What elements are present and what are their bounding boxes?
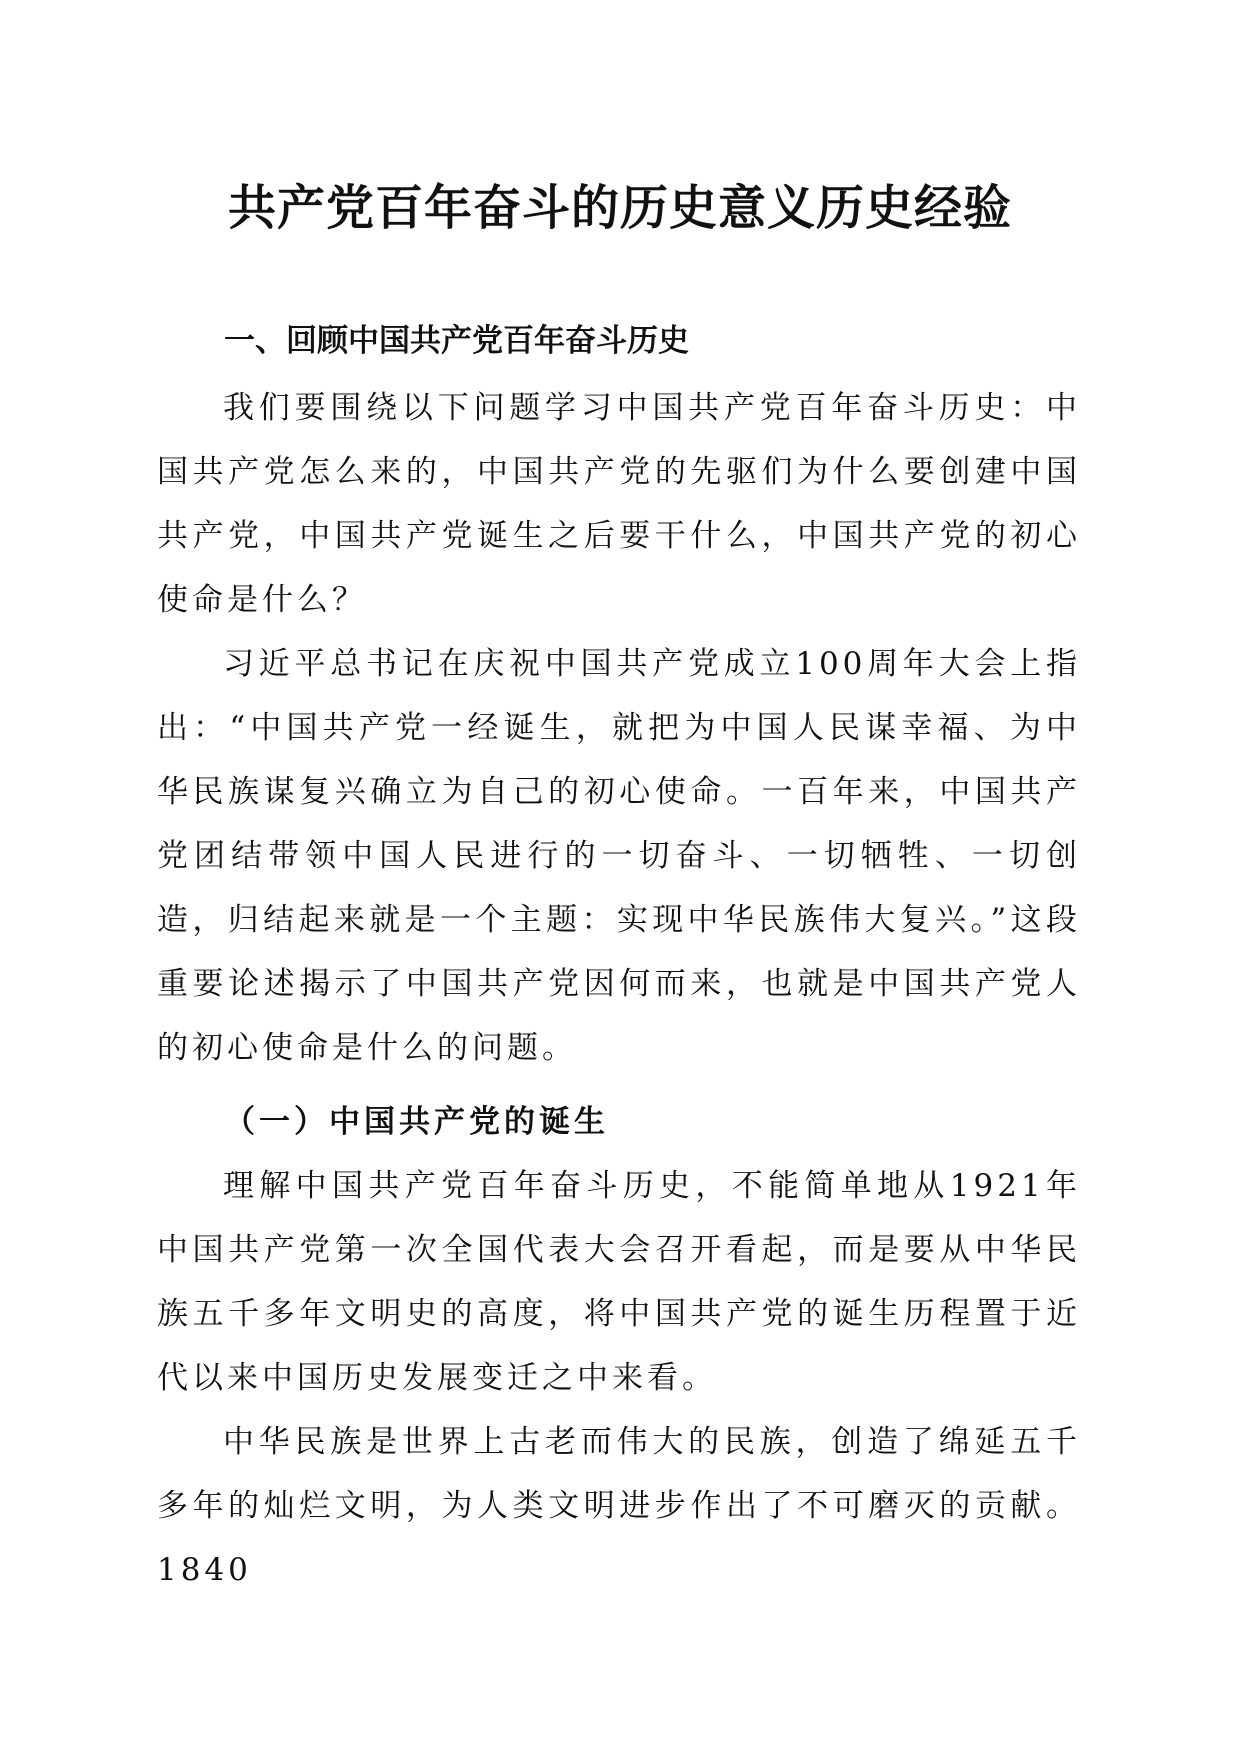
paragraph-2: 习近平总书记在庆祝中国共产党成立100周年大会上指出：“中国共产党一经诞生，就把为中国人民谋幸福、为中华民族谋复兴确立为自己的初心使命。一百年来，中国共产党团结带领中国人民进行的一切奋斗、一切牺牲、一切创造，归结起来就是一个主题：实现中华民族伟大复兴。”这段重要论述揭示了中国共产党因何而来，也就是中国共产党人的初心使命是什么的问题。 xyxy=(157,646,1081,1066)
paragraph-3: 理解中国共产党百年奋斗历史，不能简单地从1921年中国共产党第一次全国代表大会召开看起，而是要从中华民族五千多年文明史的高度，将中国共产党的诞生历程置于近代以来中国历史发展变迁之中来看。 xyxy=(157,1168,1081,1396)
section-heading: 一、回顾中国共产党百年奋斗历史 xyxy=(224,323,689,359)
document-title: 共产党百年奋斗的历史意义历史经验 xyxy=(227,180,1012,236)
paragraph-1: 我们要围绕以下问题学习中国共产党百年奋斗历史：中国共产党怎么来的，中国共产党的先驱们为什么要创建中国共产党，中国共产党诞生之后要干什么，中国共产党的初心使命是什么？ xyxy=(157,390,1081,618)
sub-heading: （一）中国共产党的诞生 xyxy=(224,1104,609,1140)
paragraph-4: 中华民族是世界上古老而伟大的民族，创造了绵延五千多年的灿烂文明，为人类文明进步作出了不可磨灭的贡献。1840 xyxy=(157,1424,1081,1588)
